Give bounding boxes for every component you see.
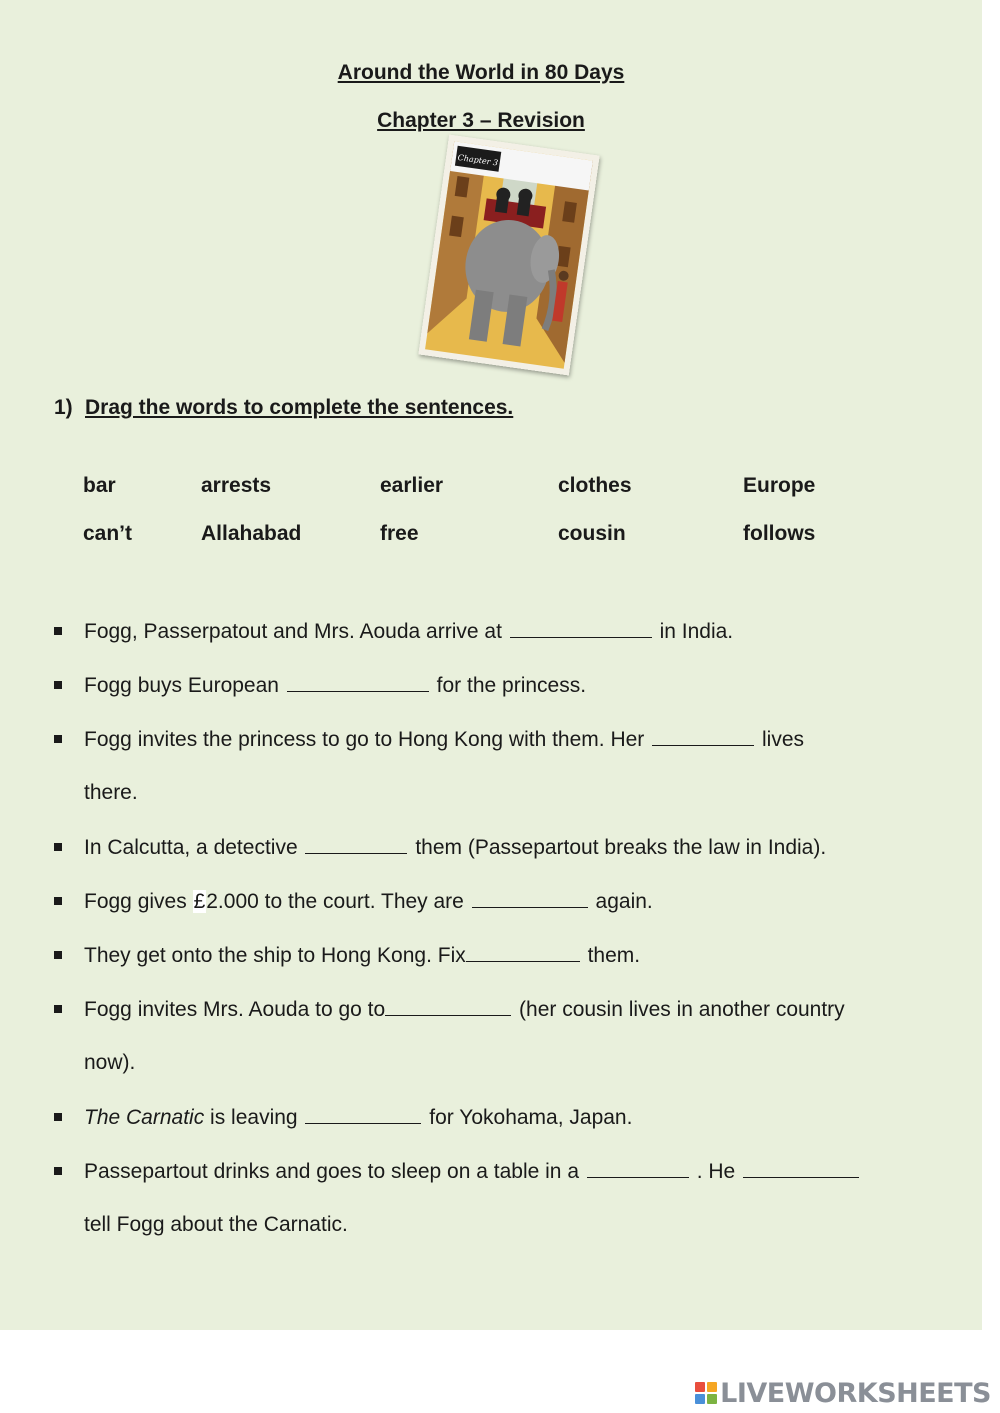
book-cover-illustration	[418, 135, 599, 376]
word-chip[interactable]: can’t	[83, 522, 133, 545]
answer-blank[interactable]	[510, 619, 652, 638]
bullet-icon	[54, 1167, 62, 1175]
sentence-7: Fogg invites Mrs. Aouda to go to (her cousin lives in another country	[84, 998, 845, 1021]
word-chip[interactable]: earlier	[380, 474, 444, 497]
bullet-icon	[54, 735, 62, 743]
sentence-8: The Carnatic is leaving for Yokohama, Japan.	[84, 1106, 633, 1129]
answer-blank[interactable]	[466, 943, 580, 962]
answer-blank[interactable]	[743, 1159, 859, 1178]
page-title: Around the World in 80 Days	[337, 61, 625, 84]
bullet-icon	[54, 951, 62, 959]
word-chip[interactable]: free	[380, 522, 419, 545]
bullet-icon	[54, 1005, 62, 1013]
sentence-4: In Calcutta, a detective them (Passepartout breaks the law in India).	[84, 836, 827, 859]
page-subtitle: Chapter 3 – Revision	[377, 109, 585, 132]
word-chip[interactable]: bar	[83, 474, 116, 497]
word-chip[interactable]: clothes	[558, 474, 632, 497]
brand-name: LIVEWORKSHEETS	[720, 1377, 991, 1409]
elephant-street-scene	[418, 135, 599, 376]
exercise-number: 1)	[54, 396, 73, 419]
answer-blank[interactable]	[587, 1159, 689, 1178]
word-chip[interactable]: arrests	[201, 474, 272, 497]
sentence-9-continued: tell Fogg about the Carnatic.	[84, 1213, 348, 1236]
exercise-instruction: Drag the words to complete the sentences.	[85, 396, 514, 419]
sentence-9: Passepartout drinks and goes to sleep on a table in a . He	[84, 1159, 861, 1184]
bullet-icon	[54, 843, 62, 851]
word-chip[interactable]: Europe	[743, 474, 816, 497]
word-chip[interactable]: cousin	[558, 522, 626, 545]
answer-blank[interactable]	[305, 835, 407, 854]
bullet-icon	[54, 681, 62, 689]
word-chip[interactable]: Allahabad	[201, 522, 302, 545]
pound-symbol: £	[193, 890, 206, 913]
sentence-1: Fogg, Passerpatout and Mrs. Aouda arrive at in India.	[84, 620, 734, 643]
sentence-5: Fogg gives £2.000 to the court. They are again.	[84, 890, 653, 913]
liveworksheets-logo	[695, 1378, 991, 1408]
word-chip[interactable]: follows	[743, 522, 816, 545]
sentence-3-continued: there.	[84, 781, 138, 804]
bullet-icon	[54, 627, 62, 635]
answer-blank[interactable]	[305, 1105, 421, 1124]
sentence-6: They get onto the ship to Hong Kong. Fix them.	[84, 944, 641, 967]
answer-blank[interactable]	[287, 673, 429, 692]
sentence-2: Fogg buys European for the princess.	[84, 674, 587, 697]
answer-blank[interactable]	[385, 997, 511, 1016]
exercise-heading	[54, 396, 513, 420]
answer-blank[interactable]	[472, 889, 588, 908]
bullet-icon	[54, 1113, 62, 1121]
logo-grid-icon	[695, 1382, 717, 1404]
answer-blank[interactable]	[652, 727, 754, 746]
bullet-icon	[54, 897, 62, 905]
cover-label: Chapter 3	[457, 152, 499, 168]
sentence-3: Fogg invites the princess to go to Hong Kong with them. Her lives	[84, 728, 804, 751]
sentence-7-continued: now).	[84, 1051, 136, 1074]
